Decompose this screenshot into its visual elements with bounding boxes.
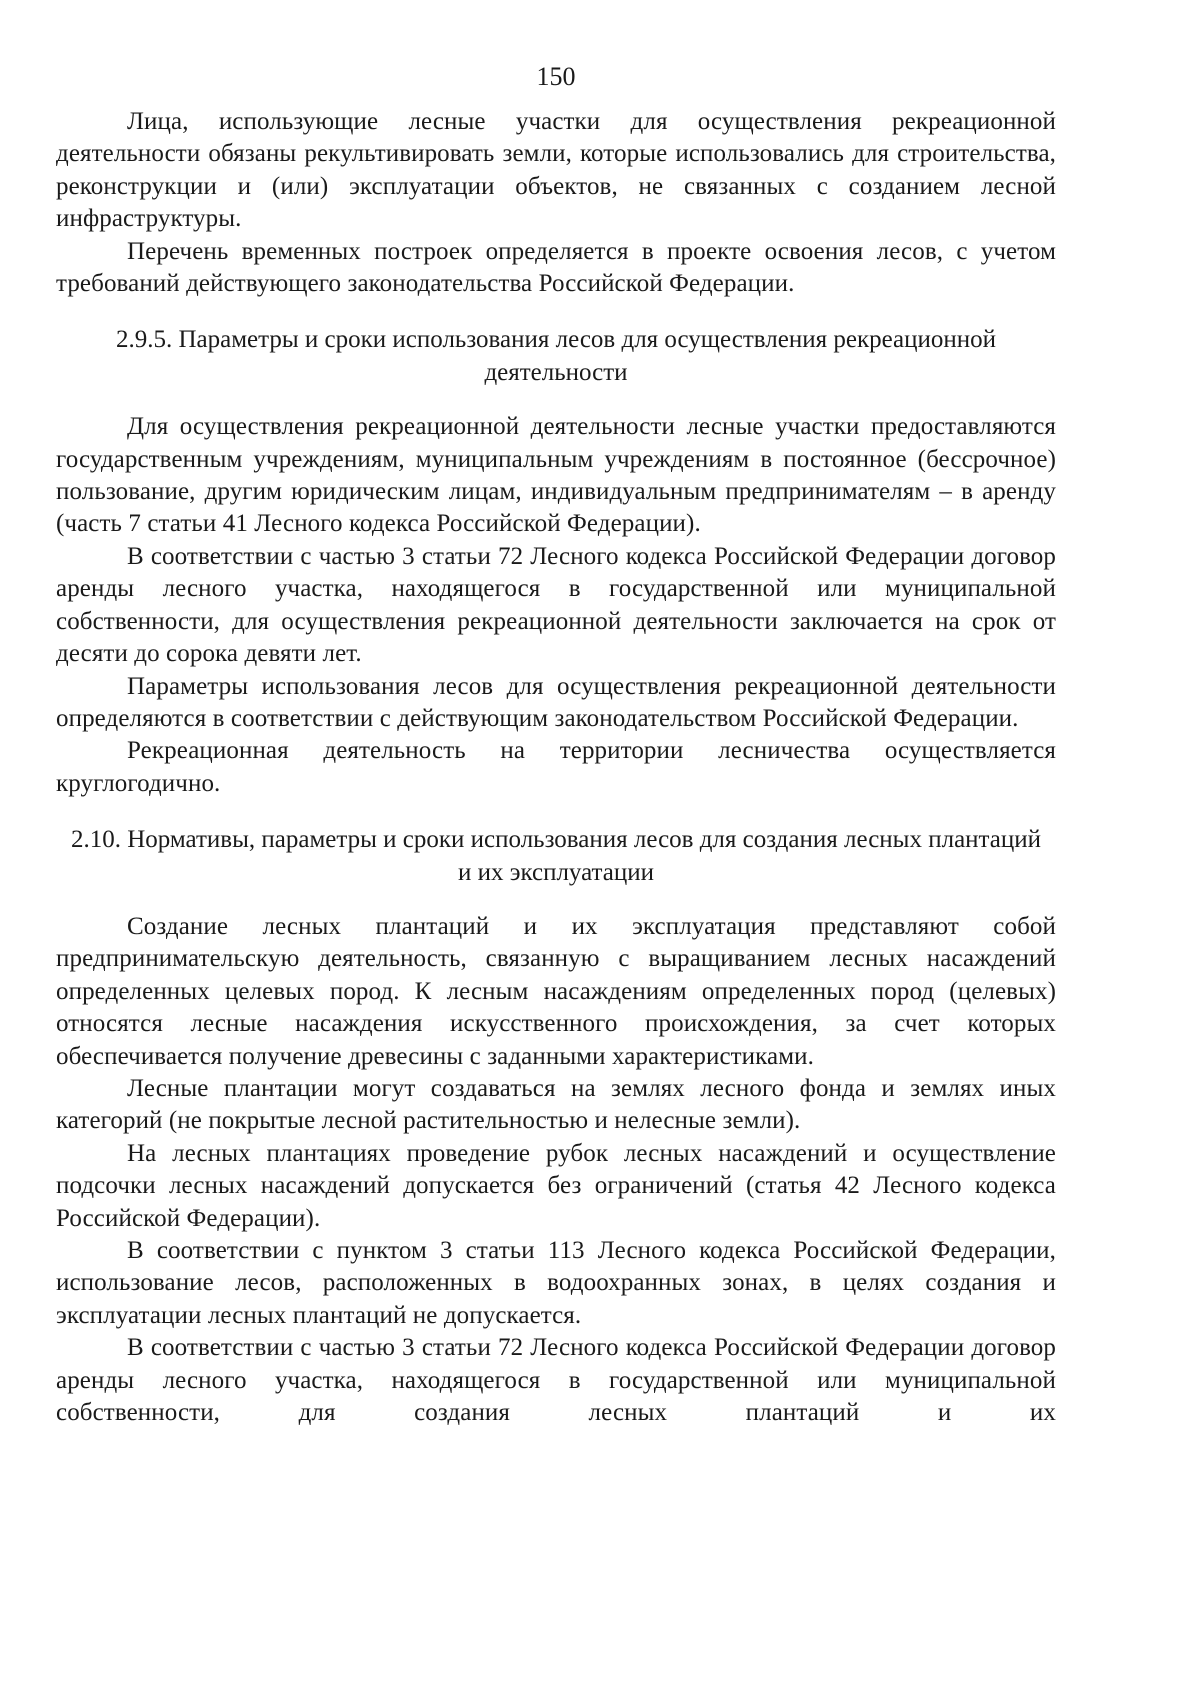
paragraph-provision: Для осуществления рекреационной деятельности лесные участки предоставляются государственным учреждениям, муниципальным учреждениям в постоянное (бессрочное) пользование, другим юридическим лицам, индивидуальным предпринимателям – в аренду (часть 7 статьи 41 Лесного кодекса Российской Федерации). — [56, 413, 1056, 538]
document-page — [56, 62, 1056, 1429]
paragraph-reclamation: Лица, использующие лесные участки для осуществления рекреационной деятельности обязаны рекультивировать земли, которые использовались для строительства, реконструкции и (или) эксплуатации объектов, не связанных с созданием лесной инфраструктуры. — [56, 108, 1056, 233]
paragraph-temporary-buildings: Перечень временных построек определяется в проекте освоения лесов, с учетом требований действующего законодательства Российской Федерации. — [56, 237, 1056, 298]
paragraph-lease-term: В соответствии с частью 3 статьи 72 Лесного кодекса Российской Федерации договор аренды лесного участка, находящегося в государственной или муниципальной собственности, для осуществления рекреационной деятельности заключается на срок от десяти до сорока девяти лет. — [56, 542, 1056, 668]
paragraph-parameters: Параметры использования лесов для осуществления рекреационной деятельности определяются в соответствии с действующим законодательством Российской Федерации. — [56, 672, 1056, 732]
section-heading-2-9-5: 2.9.5. Параметры и сроки использования лесов для осуществления рекреационной деятельности — [115, 326, 996, 386]
paragraph-plantations-lease: В соответствии с частью 3 статьи 72 Лесного кодекса Российской Федерации договор аренды лесного участка, находящегося в государственной или муниципальной собственности, для создания лесных плантаций и их — [56, 1334, 1056, 1427]
paragraph-plantations-felling: На лесных плантациях проведение рубок лесных насаждений и осуществление подсочки лесных насаждений допускается без ограничений (статья 42 Лесного кодекса Российской Федерации). — [56, 1139, 1056, 1232]
section-heading-2-10: 2.10. Нормативы, параметры и сроки использования лесов для создания лесных плантаций и их эксплуатации — [70, 826, 1042, 886]
paragraph-plantations-definition: Создание лесных плантаций и их эксплуатация представляют собой предпринимательскую деятельность, связанную с выращиванием лесных насаждений определенных целевых пород. К лесным насаждениям определенных пород (целевых) относятся лесные насаждения искусственного происхождения, за счет которых обеспечивается получение древесины с заданными характеристиками. — [56, 912, 1056, 1070]
paragraph-year-round: Рекреационная деятельность на территории лесничества осуществляется круглогодично. — [56, 737, 1056, 797]
page-number: 150 — [536, 62, 576, 91]
paragraph-water-protection: В соответствии с пунктом 3 статьи 113 Лесного кодекса Российской Федерации, использование лесов, расположенных в водоохранных зонах, в целях создания и эксплуатации лесных плантаций не допускается. — [56, 1237, 1056, 1329]
paragraph-plantations-lands: Лесные плантации могут создаваться на землях лесного фонда и землях иных категорий (не покрытые лесной растительностью и нелесные земли). — [56, 1074, 1056, 1135]
